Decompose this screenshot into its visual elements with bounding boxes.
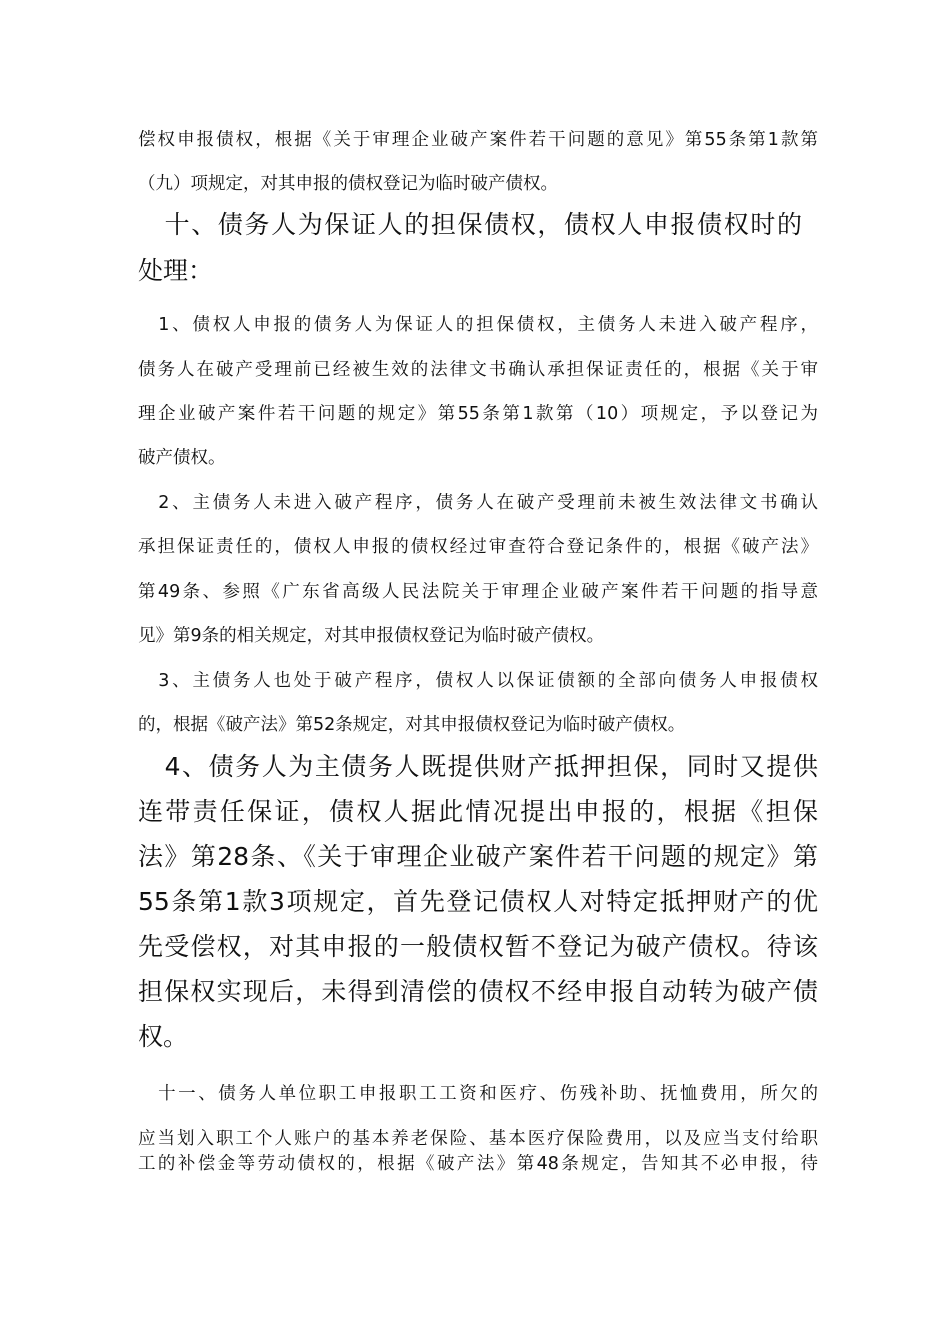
text-line: 偿权申报债权，根据《关于审理企业破产案件若干问题的意见》第55条第1款第 xyxy=(138,130,818,150)
emphasis-line: 权。 xyxy=(138,1022,189,1051)
text-line: 1、债权人申报的债务人为保证人的担保债权，主债务人未进入破产程序， xyxy=(138,315,818,335)
text-line: 承担保证责任的，债权人申报的债权经过审查符合登记条件的，根据《破产法》 xyxy=(138,537,818,557)
text-line: 见》第9条的相关规定，对其申报债权登记为临时破产债权。 xyxy=(138,626,605,646)
emphasis-line: 4、债务人为主债务人既提供财产抵押担保，同时又提供 xyxy=(138,752,818,781)
text-line: 十一、债务人单位职工申报职工工资和医疗、伤残补助、抚恤费用，所欠的 xyxy=(138,1084,818,1104)
section-heading: 处理： xyxy=(138,256,214,285)
emphasis-line: 55条第1款3项规定，首先登记债权人对特定抵押财产的优 xyxy=(138,887,818,916)
text-line: 应当划入职工个人账户的基本养老保险、基本医疗保险费用，以及应当支付给职 xyxy=(138,1129,818,1149)
text-line: 3、主债务人也处于破产程序，债权人以保证债额的全部向债务人申报债权 xyxy=(138,671,818,691)
text-line: 债务人在破产受理前已经被生效的法律文书确认承担保证责任的，根据《关于审 xyxy=(138,360,818,380)
text-line: 工的补偿金等劳动债权的，根据《破产法》第48条规定，告知其不必申报，待 xyxy=(138,1154,818,1174)
text-line: 破产债权。 xyxy=(138,448,226,468)
emphasis-line: 连带责任保证，债权人据此情况提出申报的，根据《担保 xyxy=(138,797,818,826)
emphasis-line: 法》第28条、《关于审理企业破产案件若干问题的规定》第 xyxy=(138,842,818,871)
emphasis-line: 先受偿权，对其申报的一般债权暂不登记为破产债权。待该 xyxy=(138,932,818,961)
text-line: 2、主债务人未进入破产程序，债务人在破产受理前未被生效法律文书确认 xyxy=(138,493,818,513)
text-line: 第49条、参照《广东省高级人民法院关于审理企业破产案件若干问题的指导意 xyxy=(138,582,818,602)
text-line: （九）项规定，对其申报的债权登记为临时破产债权。 xyxy=(138,174,558,194)
section-heading: 十、债务人为保证人的担保债权，债权人申报债权时的 xyxy=(138,210,802,239)
text-line: 的，根据《破产法》第52条规定，对其申报债权登记为临时破产债权。 xyxy=(138,715,686,735)
text-line: 理企业破产案件若干问题的规定》第55条第1款第（10）项规定，予以登记为 xyxy=(138,404,818,424)
emphasis-line: 担保权实现后，未得到清偿的债权不经申报自动转为破产债 xyxy=(138,977,818,1006)
